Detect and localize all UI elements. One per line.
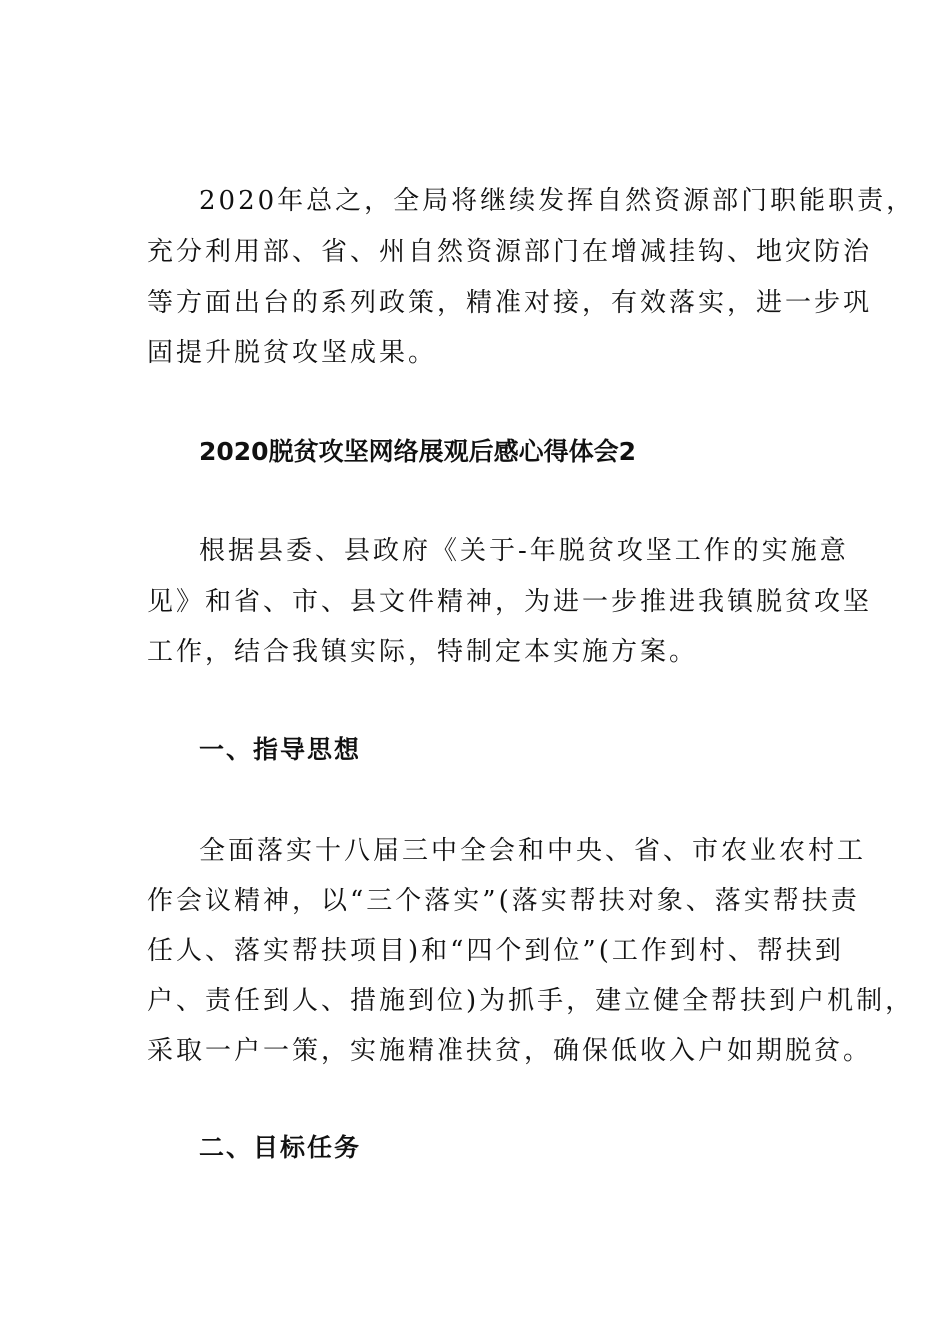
section2-heading: 二、目标任务 (199, 1133, 362, 1162)
section1-line-3: 任人、落实帮扶项目)和“四个到位”(工作到村、帮扶到 (147, 936, 844, 966)
document-title: 2020脱贫攻坚网络展观后感心得体会2 (199, 437, 636, 466)
paragraph2-line-2: 见》和省、市、县文件精神，为进一步推进我镇脱贫攻坚 (147, 587, 873, 617)
paragraph2-line-1: 根据县委、县政府《关于-年脱贫攻坚工作的实施意 (199, 536, 849, 566)
section1-line-4: 户、责任到人、措施到位)为抓手，建立健全帮扶到户机制， (147, 986, 915, 1016)
section1-line-2: 作会议精神，以“三个落实”(落实帮扶对象、落实帮扶责 (147, 886, 860, 916)
section1-line-1: 全面落实十八届三中全会和中央、省、市农业农村工 (199, 836, 867, 866)
section1-heading: 一、指导思想 (199, 735, 362, 764)
paragraph1-line-3: 等方面出台的系列政策，精准对接，有效落实，进一步巩 (147, 288, 873, 318)
section1-line-5: 采取一户一策，实施精准扶贫，确保低收入户如期脱贫。 (147, 1036, 873, 1066)
paragraph2-line-3: 工作，结合我镇实际，特制定本实施方案。 (147, 637, 699, 667)
paragraph1-line-4: 固提升脱贫攻坚成果。 (147, 338, 438, 368)
paragraph1-line-2: 充分利用部、省、州自然资源部门在增减挂钩、地灾防治 (147, 237, 873, 267)
paragraph1-line-1: 2020年总之，全局将继续发挥自然资源部门职能职责， (199, 186, 916, 216)
